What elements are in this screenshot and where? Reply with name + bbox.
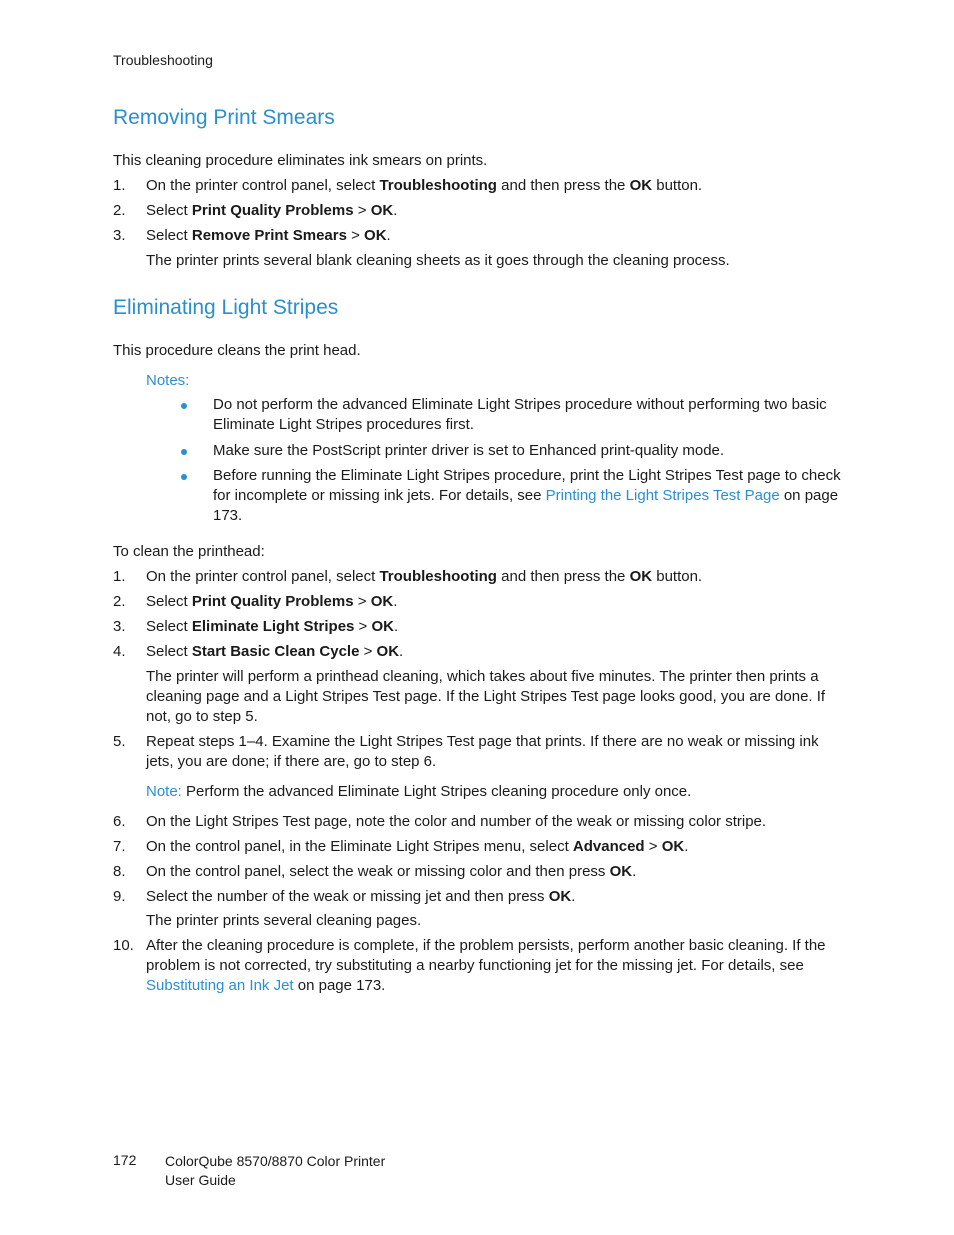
note-label: Note: bbox=[146, 783, 182, 800]
bullet-icon bbox=[181, 403, 187, 409]
note-bullet: Before running the Eliminate Light Stripes procedure, print the Light Stripes Test page to check for incomplete or missing ink jets. For details, see Printing the Light Stripes Test Page on page 173. bbox=[213, 467, 841, 524]
section-title-eliminating-light-stripes: Eliminating Light Stripes bbox=[113, 296, 339, 319]
step-text: On the printer control panel, select Troubleshooting and then press the OK button. bbox=[146, 568, 703, 585]
step-result: The printer prints several blank cleaning sheets as it goes through the cleaning process. bbox=[146, 252, 730, 269]
step-text: On the printer control panel, select Troubleshooting and then press the OK button. bbox=[146, 177, 703, 194]
step-number: 3. bbox=[113, 618, 126, 635]
section-title-removing-print-smears: Removing Print Smears bbox=[113, 106, 335, 129]
bullet-icon bbox=[181, 474, 187, 480]
footer-product: ColorQube 8570/8870 Color Printer bbox=[165, 1153, 386, 1169]
note-bullet: Do not perform the advanced Eliminate Light Stripes procedure without performing two basic Eliminate Light Stripes procedures first. bbox=[213, 396, 827, 433]
step-text: On the control panel, select the weak or missing color and then press OK. bbox=[146, 863, 637, 880]
step-text: Select the number of the weak or missing jet and then press OK. bbox=[146, 888, 576, 905]
note: Note: Perform the advanced Eliminate Light Stripes cleaning procedure only once. bbox=[146, 783, 692, 800]
step-number: 10. bbox=[113, 937, 134, 954]
note-bullet: Make sure the PostScript printer driver is set to Enhanced print-quality mode. bbox=[213, 442, 725, 459]
section-intro: This cleaning procedure eliminates ink smears on prints. bbox=[113, 152, 488, 169]
step-result: The printer will perform a printhead cleaning, which takes about five minutes. The printer then prints a cleaning page and a Light Stripes Test page. If the Light Stripes Test page looks good, you are done. If not, go to step 5. bbox=[146, 668, 826, 725]
running-header: Troubleshooting bbox=[113, 52, 213, 68]
step-number: 1. bbox=[113, 177, 126, 194]
step-text: Select Eliminate Light Stripes > OK. bbox=[146, 618, 399, 635]
step-number: 8. bbox=[113, 863, 126, 880]
step-text: Select Print Quality Problems > OK. bbox=[146, 593, 398, 610]
step-result: The printer prints several cleaning pages. bbox=[146, 912, 422, 929]
step-number: 3. bbox=[113, 227, 126, 244]
step-text: Select Print Quality Problems > OK. bbox=[146, 202, 398, 219]
step-text: Repeat steps 1–4. Examine the Light Stripes Test page that prints. If there are no weak or missing ink jets, you are done; if there are, go to step 6. bbox=[146, 733, 819, 770]
step-number: 9. bbox=[113, 888, 126, 905]
step-number: 2. bbox=[113, 593, 126, 610]
step-text: On the control panel, in the Eliminate Light Stripes menu, select Advanced > OK. bbox=[146, 838, 689, 855]
step-number: 1. bbox=[113, 568, 126, 585]
step-number: 6. bbox=[113, 813, 126, 830]
procedure-lead: To clean the printhead: bbox=[113, 543, 265, 560]
step-text: On the Light Stripes Test page, note the color and number of the weak or missing color stripe. bbox=[146, 813, 767, 830]
step-number: 4. bbox=[113, 643, 126, 660]
section-intro: This procedure cleans the print head. bbox=[113, 342, 361, 359]
link-printing-light-stripes-test-page[interactable]: Printing the Light Stripes Test Page bbox=[545, 487, 780, 504]
footer-guide: User Guide bbox=[165, 1172, 236, 1188]
notes-label: Notes: bbox=[146, 372, 190, 389]
link-substituting-an-ink-jet[interactable]: Substituting an Ink Jet bbox=[146, 977, 294, 994]
step-number: 7. bbox=[113, 838, 126, 855]
page-number: 172 bbox=[113, 1152, 137, 1168]
step-text: After the cleaning procedure is complete, if the problem persists, perform another basic cleaning. If the problem is not corrected, try substituting a nearby functioning jet for the missing jet. For details, see Substituting an Ink Jet on page 173. bbox=[146, 937, 826, 994]
step-text: Select Start Basic Clean Cycle > OK. bbox=[146, 643, 404, 660]
step-number: 5. bbox=[113, 733, 126, 750]
bullet-icon bbox=[181, 449, 187, 455]
step-number: 2. bbox=[113, 202, 126, 219]
footer-title bbox=[165, 1152, 385, 1190]
step-text: Select Remove Print Smears > OK. bbox=[146, 227, 391, 244]
